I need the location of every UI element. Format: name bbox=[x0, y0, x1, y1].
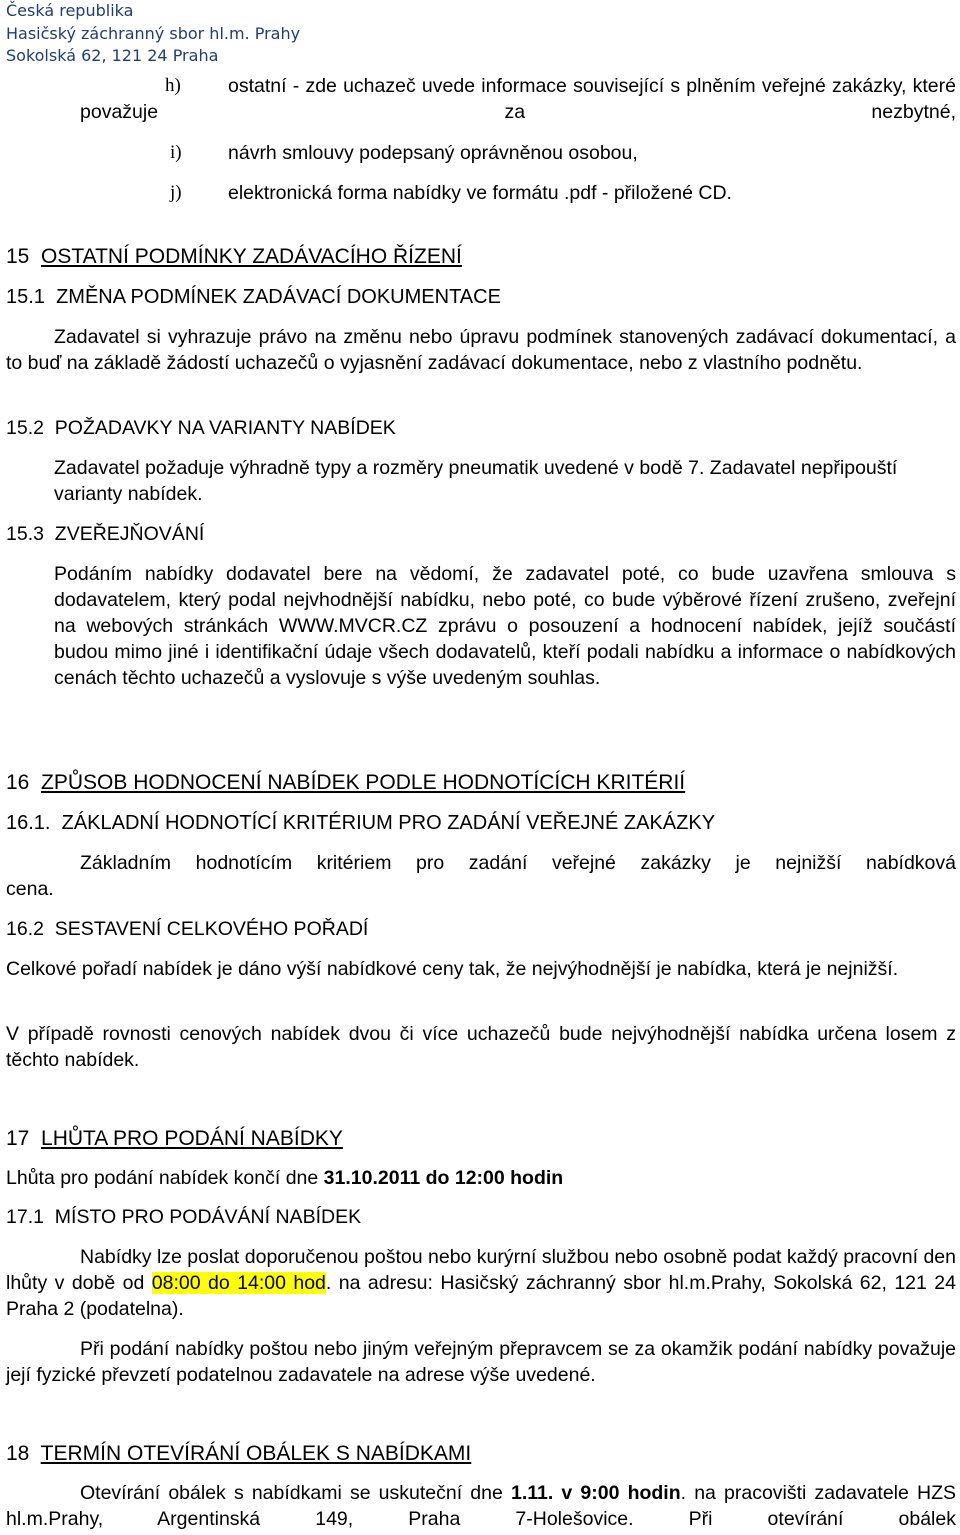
list-item-h: ostatní - zde uchazeč uvede informace související s plněním veřejné zakázky, které považuje za nezbytné, bbox=[80, 75, 956, 123]
submission-text-end: . na adresu: Hasičský záchranný sbor hl.m.Prahy, Sokolská 62, 121 24 Praha 2 (podatelna). bbox=[6, 1272, 956, 1320]
section-15-3-text: Podáním nabídky dodavatel bere na vědomí, že zadavatel poté, co bude uzavřena smlouva s dodavatelem, který podal nejvhodnější nabídku, nebo poté, co bude výběrové řízení zrušeno, zveřejní na webových stránkách WWW.MVCR.CZ zprávu o posouzení a hodnocení nabídek, jejíž součástí budou mimo jiné i identifikační údaje všech dodavatelů, kteří podali nabídku a informace o nabídkových cenách těchto uchazečů a vyslovuje s výše uvedeným souhlas. bbox=[54, 563, 956, 689]
section-16-1-title: ZÁKLADNÍ HODNOTÍCÍ KRITÉRIUM PRO ZADÁNÍ VEŘEJNÉ ZAKÁZKY bbox=[61, 812, 716, 834]
list-item-i: návrh smlouvy podepsaný oprávněnou osobou, bbox=[228, 142, 638, 164]
section-17-1-paragraph2: Při podání nabídky poštou nebo jiným veřejným přepravcem se za okamžik podání nabídky považuje její fyzické převzetí podatelnou zadavatele na adrese výše uvedené. bbox=[6, 1338, 956, 1386]
header-organization: Hasičský záchranný sbor hl.m. Prahy bbox=[6, 24, 301, 43]
section-15-1-title: ZMĚNA PODMÍNEK ZADÁVACÍ DOKUMENTACE bbox=[56, 286, 501, 308]
deadline-value: 31.10.2011 do 12:00 hodin bbox=[323, 1167, 564, 1189]
section-15-2-text: Zadavatel požaduje výhradně typy a rozměry pneumatik uvedené v bodě 7. Zadavatel nepřipouští varianty nabídek. bbox=[54, 457, 898, 505]
section-16-2-text2: V případě rovnosti cenových nabídek dvou či více uchazečů bude nejvýhodnější nabídka určena losem z těchto nabídek. bbox=[6, 1023, 956, 1071]
section-15-1-number: 15.1 bbox=[6, 286, 45, 308]
section-16-1-heading bbox=[6, 810, 715, 836]
section-18-number: 18 bbox=[6, 1442, 30, 1465]
section-17-1-heading bbox=[6, 1204, 361, 1230]
section-16-heading bbox=[6, 770, 685, 796]
section-15-3-heading bbox=[6, 521, 204, 547]
section-17-deadline bbox=[6, 1165, 956, 1191]
section-16-1-text-line2: cena. bbox=[6, 878, 54, 900]
header-country: Česká republika bbox=[6, 1, 134, 20]
section-15-2-title: POŽADAVKY NA VARIANTY NABÍDEK bbox=[54, 417, 396, 439]
section-15-3-title: ZVEŘEJŇOVÁNÍ bbox=[54, 523, 205, 545]
submission-text-start: Nabídky lze poslat doporučenou poštou nebo kurýrní službou nebo osobně podat každý pracovní den lhůty v době od bbox=[6, 1246, 956, 1294]
section-15-3-number: 15.3 bbox=[6, 523, 44, 545]
section-16-1-text-line1: Základním hodnotícím kritériem pro zadání veřejné zakázky je nejnižší nabídková bbox=[80, 852, 956, 874]
list-item-j: elektronická forma nabídky ve formátu .pdf - přiložené CD. bbox=[228, 182, 732, 204]
section-17-title: LHŮTA PRO PODÁNÍ NABÍDKY bbox=[41, 1127, 343, 1150]
deadline-label: Lhůta pro podání nabídek končí dne bbox=[6, 1167, 324, 1189]
section-15-heading bbox=[6, 244, 462, 270]
section-15-title: OSTATNÍ PODMÍNKY ZADÁVACÍHO ŘÍZENÍ bbox=[41, 245, 462, 268]
section-16-number: 16 bbox=[6, 771, 30, 794]
opening-time: v 9:00 hodin bbox=[561, 1482, 681, 1504]
header-address: Sokolská 62, 121 24 Praha bbox=[6, 46, 219, 65]
opening-date: 1.11. bbox=[510, 1482, 554, 1504]
section-15-2-heading bbox=[6, 415, 396, 441]
section-15-1-text: Zadavatel si vyhrazuje právo na změnu nebo úpravu podmínek stanovených zadávací dokumentací, a to buď na základě žádostí uchazečů o vyjasnění zadávací dokumentace, nebo z vlastního podnětu. bbox=[6, 326, 956, 374]
section-18-title: TERMÍN OTEVÍRÁNÍ OBÁLEK S NABÍDKAMI bbox=[40, 1442, 472, 1465]
opening-text-end: . na pracovišti zadavatele HZS hl.m.Prahy, Argentinská 149, Praha 7-Holešovice. Při otevírání obálek bbox=[6, 1482, 956, 1530]
section-18-heading bbox=[6, 1441, 471, 1467]
section-18-text bbox=[6, 1480, 956, 1532]
section-15-2-number: 15.2 bbox=[6, 417, 44, 439]
section-16-2-heading bbox=[6, 916, 368, 942]
section-16-1-number: 16.1. bbox=[6, 812, 51, 834]
section-16-2-title: SESTAVENÍ CELKOVÉHO POŘADÍ bbox=[54, 918, 369, 940]
section-17-1-paragraph1 bbox=[6, 1244, 956, 1322]
submission-hours-highlight: 08:00 do 14:00 hod bbox=[151, 1272, 326, 1294]
list-mark-i: i) bbox=[170, 142, 182, 163]
section-17-1-number: 17.1 bbox=[6, 1206, 44, 1228]
section-17-heading bbox=[6, 1126, 343, 1152]
section-16-2-text1: Celkové pořadí nabídek je dáno výší nabídkové ceny tak, že nejvýhodnější je nabídka, která je nejnižší. bbox=[6, 958, 899, 980]
opening-text-start: Otevírání obálek s nabídkami se uskuteční dne bbox=[80, 1482, 511, 1504]
list-mark-h: h) bbox=[165, 75, 181, 96]
section-16-title: ZPŮSOB HODNOCENÍ NABÍDEK PODLE HODNOTÍCÍCH KRITÉRIÍ bbox=[41, 771, 686, 794]
list-mark-j: j) bbox=[170, 182, 182, 203]
section-16-2-number: 16.2 bbox=[6, 918, 44, 940]
section-15-1-heading bbox=[6, 284, 501, 310]
section-17-number: 17 bbox=[6, 1127, 30, 1150]
section-17-1-title: MÍSTO PRO PODÁVÁNÍ NABÍDEK bbox=[54, 1206, 362, 1228]
section-15-number: 15 bbox=[6, 245, 30, 268]
